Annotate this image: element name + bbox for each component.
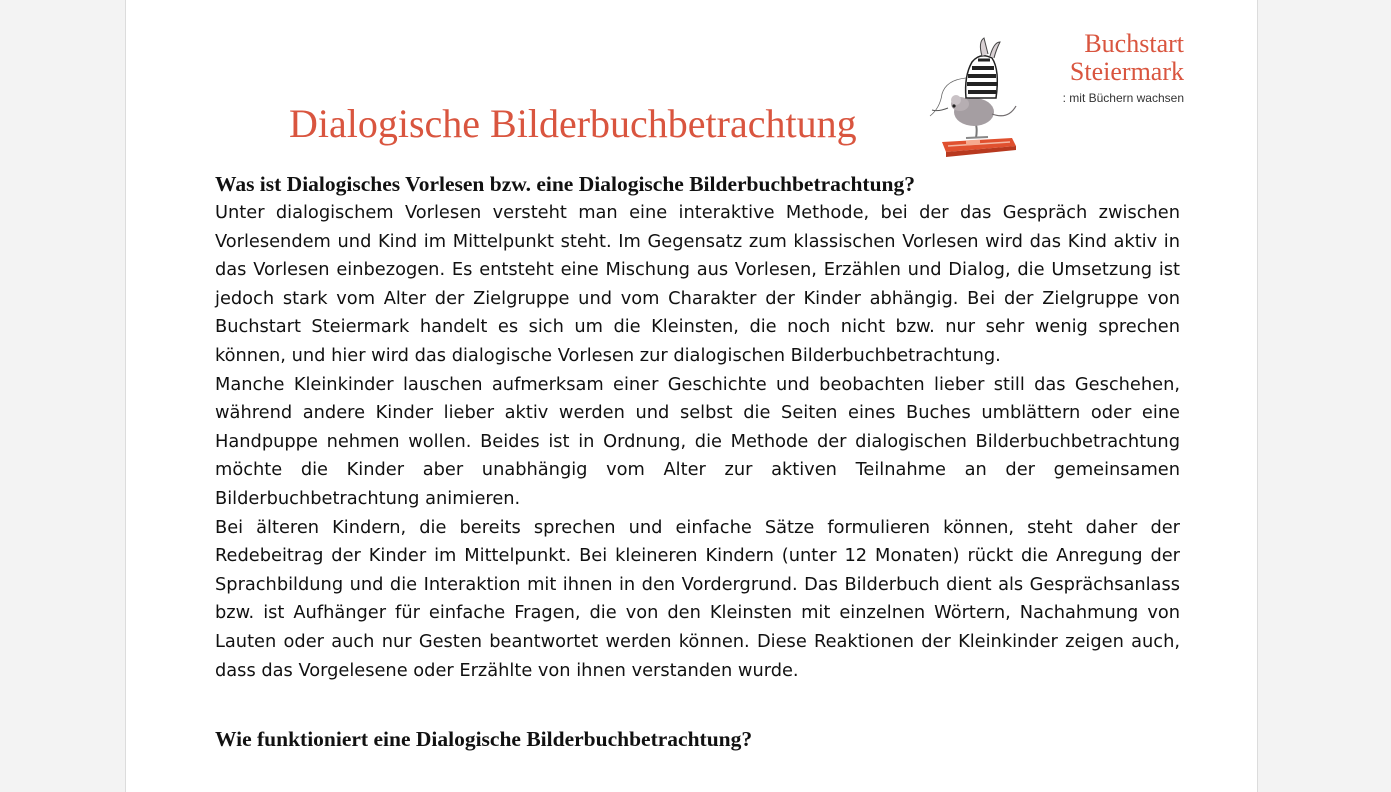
paragraph: Unter dialogischem Vorlesen versteht man eine interaktive Methode, bei der das Gespräch zwischen Vorlesendem und Kind im Mittelpunkt steht. Im Gegensatz zum klassischen Vorlesen wird das Kind aktiv in das Vorlesen einbezogen. Es entsteht eine Mischung aus Vorlesen, Erzählen und Dialog, die Umsetzung ist jedoch stark vom Alter der Zielgruppe und vom Charakter der Kinder abhängig. Bei der Zielgruppe von Buchstart Steiermark handelt es sich um die Kleinsten, die noch nicht bzw. nur sehr wenig sprechen können, und hier wird das dialogische Vorlesen zur dialogischen Bilderbuchbetrachtung. [215, 202, 1180, 366]
document-page [125, 0, 1258, 792]
paragraph: Manche Kleinkinder lauschen aufmerksam einer Geschichte und beobachten lieber still das Geschehen, während andere Kinder lieber aktiv werden und selbst die Seiten eines Buches umblättern oder eine Handpuppe nehmen wollen. Beides ist in Ordnung, die Methode der dialogischen Bilderbuchbetrachtung möchte die Kinder aber unabhängig vom Alter zur aktiven Teilnahme an der gemeinsamen Bilderbuchbetrachtung animieren. [215, 373, 1180, 509]
book-icon [942, 138, 1016, 157]
logo-line-2: Steiermark [1069, 57, 1184, 86]
zebra-mouse-on-book-icon [926, 34, 1026, 160]
section-heading: Was ist Dialogisches Vorlesen bzw. eine Dialogische Bilderbuchbetrachtung? [215, 172, 915, 196]
document-title: Dialogische Bilderbuchbetrachtung [289, 101, 857, 146]
brand-logo [1044, 30, 1184, 106]
logo-tagline: : mit Büchern wachsen [1062, 91, 1184, 105]
section-spacer [215, 685, 1180, 724]
logo-line-1: Buchstart [1084, 29, 1184, 58]
paragraph: Bei älteren Kindern, die bereits sprechen und einfache Sätze formulieren können, steht daher der Redebeitrag der Kinder im Mittelpunkt. Bei kleineren Kindern (unter 12 Monaten) rückt die Anregung der Sprachbildung und die Interaktion mit ihnen in den Vordergrund. Das Bilderbuch dient als Gesprächsanlass bzw. ist Aufhänger für einfache Fragen, die von den Kleinsten mit einzelnen Wörtern, Nachahmung von Lauten oder auch nur Gesten beantwortet werden können. Diese Reaktionen der Kleinkinder zeigen auch, dass das Vorgelesene oder Erzählte von ihnen verstanden wurde. [215, 516, 1180, 681]
section-heading: Wie funktioniert eine Dialogische Bilderbuchbetrachtung? [215, 727, 753, 752]
document-body [215, 169, 1180, 754]
